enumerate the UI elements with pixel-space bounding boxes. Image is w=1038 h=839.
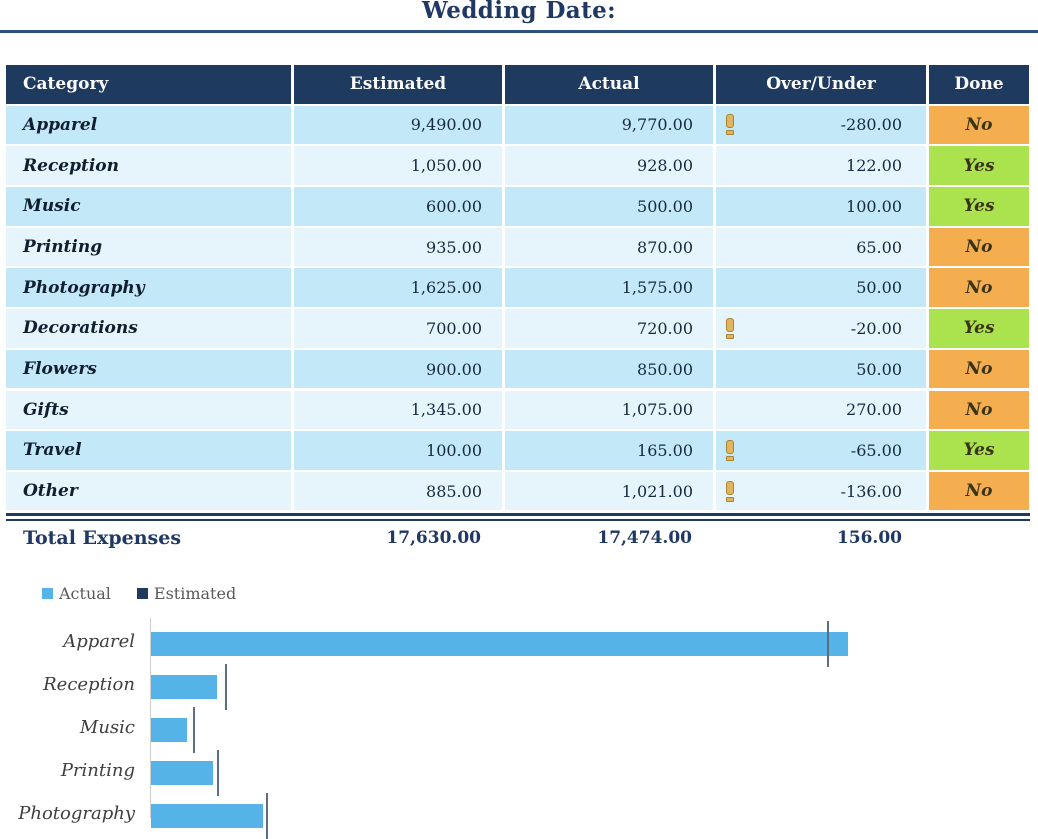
actual-cell[interactable]: 500.00 bbox=[505, 187, 713, 226]
total-over-under: 156.00 bbox=[836, 528, 902, 548]
category-cell[interactable]: Gifts bbox=[6, 391, 291, 430]
chart-category-label: Music bbox=[79, 717, 135, 738]
budget-table bbox=[6, 65, 1030, 510]
actual-cell[interactable]: 9,770.00 bbox=[505, 106, 713, 145]
category-cell[interactable]: Apparel bbox=[6, 106, 291, 145]
warning-icon bbox=[725, 481, 734, 502]
estimated-cell[interactable]: 600.00 bbox=[294, 187, 502, 226]
total-row bbox=[6, 522, 1030, 554]
actual-bar bbox=[151, 718, 187, 742]
done-cell[interactable]: No bbox=[929, 391, 1029, 430]
warning-icon bbox=[725, 440, 734, 461]
column-header-done: Done bbox=[929, 65, 1029, 104]
estimated-marker bbox=[225, 664, 227, 710]
category-cell[interactable]: Reception bbox=[6, 146, 291, 185]
actual-cell[interactable]: 720.00 bbox=[505, 309, 713, 348]
category-cell[interactable]: Travel bbox=[6, 431, 291, 470]
estimated-cell[interactable]: 1,050.00 bbox=[294, 146, 502, 185]
legend-actual-label: Actual bbox=[59, 584, 111, 603]
total-actual: 17,474.00 bbox=[597, 528, 692, 548]
actual-bar bbox=[151, 675, 217, 699]
estimated-marker bbox=[217, 750, 219, 796]
done-cell[interactable]: No bbox=[929, 106, 1029, 145]
chart-row bbox=[0, 750, 1038, 796]
estimated-cell[interactable]: 9,490.00 bbox=[294, 106, 502, 145]
actual-cell[interactable]: 1,575.00 bbox=[505, 268, 713, 307]
estimated-cell[interactable]: 885.00 bbox=[294, 472, 502, 511]
actual-bar bbox=[151, 761, 213, 785]
chart-row bbox=[0, 621, 1038, 667]
estimated-marker bbox=[266, 793, 268, 839]
done-cell[interactable]: No bbox=[929, 350, 1029, 389]
done-cell[interactable]: Yes bbox=[929, 146, 1029, 185]
warning-icon bbox=[725, 318, 734, 339]
over-under-cell[interactable]: 122.00 bbox=[716, 146, 926, 185]
actual-cell[interactable]: 850.00 bbox=[505, 350, 713, 389]
done-cell[interactable]: Yes bbox=[929, 431, 1029, 470]
estimated-marker bbox=[827, 621, 829, 667]
column-header-over-under: Over/Under bbox=[716, 65, 926, 104]
actual-cell[interactable]: 870.00 bbox=[505, 228, 713, 267]
chart-category-label: Printing bbox=[60, 760, 135, 781]
done-cell[interactable]: Yes bbox=[929, 309, 1029, 348]
over-under-cell[interactable]: 270.00 bbox=[716, 391, 926, 430]
category-cell[interactable]: Music bbox=[6, 187, 291, 226]
column-header-actual: Actual bbox=[505, 65, 713, 104]
over-under-cell[interactable]: 50.00 bbox=[716, 268, 926, 307]
done-cell[interactable]: No bbox=[929, 228, 1029, 267]
chart-row bbox=[0, 793, 1038, 839]
legend-estimated-label: Estimated bbox=[153, 584, 237, 603]
chart-legend bbox=[42, 584, 236, 603]
column-header-category: Category bbox=[6, 65, 291, 104]
estimated-cell[interactable]: 900.00 bbox=[294, 350, 502, 389]
chart-category-label: Reception bbox=[43, 674, 135, 695]
chart-category-label: Apparel bbox=[63, 631, 135, 652]
actual-bar bbox=[151, 804, 263, 828]
actual-cell[interactable]: 928.00 bbox=[505, 146, 713, 185]
total-label: Total Expenses bbox=[23, 527, 182, 549]
chart-row bbox=[0, 664, 1038, 710]
estimated-cell[interactable]: 935.00 bbox=[294, 228, 502, 267]
title-divider bbox=[0, 30, 1038, 33]
over-under-cell[interactable]: 50.00 bbox=[716, 350, 926, 389]
warning-icon bbox=[725, 114, 734, 135]
category-cell[interactable]: Photography bbox=[6, 268, 291, 307]
actual-bar bbox=[151, 632, 848, 656]
total-divider bbox=[6, 513, 1030, 521]
over-under-cell[interactable]: -136.00 bbox=[716, 472, 926, 511]
over-under-cell[interactable]: -65.00 bbox=[716, 431, 926, 470]
estimated-cell[interactable]: 100.00 bbox=[294, 431, 502, 470]
estimated-marker bbox=[193, 707, 195, 753]
over-under-cell[interactable]: 100.00 bbox=[716, 187, 926, 226]
category-cell[interactable]: Other bbox=[6, 472, 291, 511]
chart-row bbox=[0, 707, 1038, 753]
done-cell[interactable]: Yes bbox=[929, 187, 1029, 226]
estimated-cell[interactable]: 1,345.00 bbox=[294, 391, 502, 430]
over-under-cell[interactable]: 65.00 bbox=[716, 228, 926, 267]
estimated-cell[interactable]: 1,625.00 bbox=[294, 268, 502, 307]
actual-cell[interactable]: 165.00 bbox=[505, 431, 713, 470]
estimated-cell[interactable]: 700.00 bbox=[294, 309, 502, 348]
actual-cell[interactable]: 1,021.00 bbox=[505, 472, 713, 511]
total-estimated: 17,630.00 bbox=[386, 528, 481, 548]
budget-bar-chart bbox=[0, 610, 1038, 824]
legend-item-estimated bbox=[137, 584, 236, 603]
page-title: Wedding Date: bbox=[421, 0, 617, 24]
category-cell[interactable]: Decorations bbox=[6, 309, 291, 348]
legend-item-actual bbox=[42, 584, 111, 603]
chart-category-label: Photography bbox=[18, 803, 135, 824]
over-under-cell[interactable]: -20.00 bbox=[716, 309, 926, 348]
actual-cell[interactable]: 1,075.00 bbox=[505, 391, 713, 430]
column-header-estimated: Estimated bbox=[294, 65, 502, 104]
done-cell[interactable]: No bbox=[929, 472, 1029, 511]
category-cell[interactable]: Flowers bbox=[6, 350, 291, 389]
estimated-swatch-icon bbox=[137, 588, 148, 599]
actual-swatch-icon bbox=[42, 588, 53, 599]
over-under-cell[interactable]: -280.00 bbox=[716, 106, 926, 145]
done-cell[interactable]: No bbox=[929, 268, 1029, 307]
category-cell[interactable]: Printing bbox=[6, 228, 291, 267]
